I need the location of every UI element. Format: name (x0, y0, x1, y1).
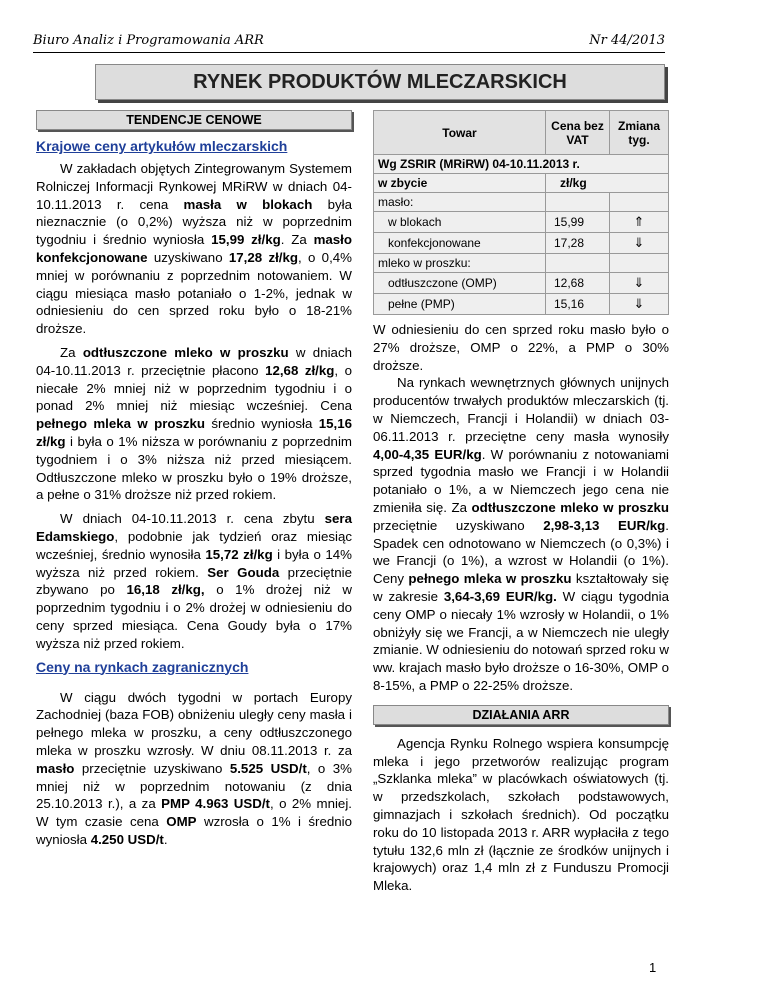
table-header-product: Towar (374, 111, 546, 155)
text-run: i była o 1% niższa w porównaniu z poprzednim tygodniem i o 3% niższa niż przed miesiącem. Odtłuszczone mleko w proszku było o 19% droższe, a pełne o 31% droższe niż przed rokiem. (36, 433, 352, 503)
bold-text: PMP 4.963 USD/t (161, 796, 270, 812)
header-issue-number: Nr 44/2013 (589, 33, 665, 48)
text-run: W odniesieniu do cen sprzed roku masło było o 27% droższe, OMP o 22%, a PMP o 30% droższe. (373, 322, 669, 373)
arrow-down-icon: ⇓ (610, 233, 669, 254)
table-row (374, 233, 669, 254)
text-run: Za (60, 344, 83, 360)
table-header-price: Cena bez VAT (546, 111, 610, 155)
text-run: W dniach 04-10.11.2013 r. cena zbytu (60, 511, 325, 527)
text-run: o 1% drożej niż w poprzednim tygodniu i o 2% drożej w odniesieniu do ceny sprzed miesiąca. Cena Goudy była o 17% wyższa niż przed rokiem. (36, 582, 352, 651)
text-run: , podobnie jak tydzień oraz miesiąc wcześniej, średnio wynosiła (36, 528, 352, 562)
bold-text: 16,18 zł/kg, (126, 582, 205, 598)
text-run: była nieznacznie (o 0,2%) wyższa niż w poprzednim tygodniu i średnio wyniosła (36, 196, 352, 248)
arrow-up-icon: ⇑ (610, 212, 669, 233)
page-number: 1 (649, 960, 657, 975)
text-run: uzyskiwano (147, 249, 229, 265)
table-source: Wg ZSRIR (MRiRW) 04-10.11.2013 r. (374, 155, 669, 174)
table-row-name: pełne (PMP) (374, 294, 546, 315)
bold-text: 12,68 zł/kg (265, 362, 335, 378)
bold-text: OMP (166, 814, 197, 830)
text-run: kształtowały się w zakresie (373, 571, 669, 604)
bold-text: masła w blokach (183, 196, 313, 212)
text-run: wzrosła o 1% i średnio wyniosła (36, 814, 352, 847)
text-run: średnio wyniosła (205, 416, 319, 432)
text-run: i była o 14% wyższa niż przed rokiem. (36, 546, 352, 580)
bold-text: pełnego mleka w proszku (408, 571, 572, 587)
page-title: RYNEK PRODUKTÓW MLECZARSKICH (95, 64, 665, 100)
text-run: W ciągu dwóch tygodni w portach Europy Zachodniej (baza FOB) obniżeniu uległy ceny masła i pełnego mleka w proszku, a ceny odtłuszczonego mleka w proszku wzrosły. W dniu 08.11.2013 r. za (36, 689, 352, 758)
text-run: Agencja Rynku Rolnego wspiera konsumpcję mleka i jego przetworów realizując program „Szklanka mleka” w placówkach oświatowych (tj. w przedszkolach, szkołach podstawowych, gimnazjach i szkołach średnich). Od początku roku do 10 listopada 2013 r. ARR wypłaciła z tego tytułu 132,6 mln zł (łącznie ze środków unijnych i krajowych) oraz 1,4 mln zł z Funduszu Promocji Mleka. (373, 735, 669, 894)
table-row-value: 17,28 (546, 233, 610, 254)
arrow-down-icon: ⇓ (610, 294, 669, 315)
bold-text: 4.250 USD/t (90, 831, 164, 847)
bold-text: odtłuszczone mleko w proszku (82, 344, 289, 360)
bold-text: odtłuszczone mleko w proszku (471, 499, 669, 515)
table-header-change: Zmiana tyg. (610, 111, 669, 155)
table-row-name: odtłuszczone (OMP) (374, 273, 546, 294)
bold-text: 2,98-3,13 EUR/kg (543, 517, 666, 533)
header-rule (33, 52, 665, 53)
table-row (374, 273, 669, 294)
paragraph-foreign-markets (36, 689, 352, 849)
price-table (373, 110, 669, 315)
text-run: W ciągu tygodnia ceny OMP o niecały 1% wzrosły w Holandii, o 1% obniżyły się we Francji, a w Niemczech nie uległy zmianie. W odniesieniu do notowań sprzed roku w ww. krajach masło było droższe o 16-30%, OMP o 8-15%, a PMP o 22-25% droższe. (373, 588, 669, 693)
bold-text: 17,28 zł/kg (228, 249, 299, 265)
paragraph-cheese (36, 510, 352, 652)
text-run: , o 2% mniej. W tym czasie cena (36, 796, 352, 830)
table-sub-label: w zbycie (374, 174, 546, 193)
paragraph-milk-program (373, 735, 669, 895)
table-row-value: 15,16 (546, 294, 610, 315)
table-row-name: konfekcjonowane (374, 233, 546, 254)
heading-foreign-prices: Ceny na rynkach zagranicznych (36, 658, 249, 675)
table-row-name: w blokach (374, 212, 546, 233)
paragraph-eu-markets (373, 374, 669, 694)
text-run: . W porównaniu z notowaniami sprzed tygodnia masło we Francji i w Holandii potaniało o 1%, a w Niemczech jego cena nie zmieniła się. Za (373, 446, 669, 515)
bold-text: pełnego mleka w proszku (36, 416, 206, 432)
text-run: przeciętnie uzyskiwano (74, 760, 230, 776)
arrow-down-icon: ⇓ (610, 273, 669, 294)
bold-text: sera Edamskiego (36, 511, 352, 544)
bold-text: 4,00-4,35 EUR/kg (373, 446, 482, 462)
paragraph-yoy-comparison (373, 321, 669, 374)
bold-text: 15,16 zł/kg (36, 416, 352, 449)
text-run: w dniach 04-10.11.2013 r. przeciętnie płacono (36, 344, 352, 378)
text-run: , o niecałe 2% mniej niż w poprzednim tygodniu i o ponad 2% mniej niż miesiąc wcześniej. Cena (36, 362, 352, 414)
bold-text: masło (36, 760, 75, 776)
text-run: Na rynkach wewnętrznych głównych unijnych producentów trwałych produktów mleczarskich (tj. w Niemczech, Francji i Holandii) w dniach 03-06.11.2013 r. przeciętne ceny masła wynosiły (373, 375, 669, 444)
table-unit: zł/kg (546, 174, 669, 193)
table-row (374, 212, 669, 233)
paragraph-milk-powder (36, 344, 352, 504)
bold-text: 5.525 USD/t (229, 760, 307, 776)
table-group-label: mleko w proszku: (374, 254, 546, 273)
text-run: przeciętnie uzyskiwano (373, 517, 544, 533)
left-column (36, 110, 352, 849)
text-run: , o 0,4% mniej w porównaniu z poprzednim notowaniem. W ciągu miesiąca masło potaniało o 1-2%, jednak w odniesieniu do cen sprzed roku było o 18-21% droższe. (36, 249, 352, 337)
section-title-arr-actions: DZIAŁANIA ARR (373, 705, 669, 725)
text-run: W zakładach objętych Zintegrowanym Systemem Rolniczej Informacji Rynkowej MRiRW w dniach 04-10.11.2013 r. cena (36, 161, 352, 212)
heading-domestic-prices: Krajowe ceny artykułów mleczarskich (36, 138, 288, 154)
right-column (373, 110, 669, 895)
table-row (374, 294, 669, 315)
section-title-price-trends: TENDENCJE CENOWE (36, 110, 352, 130)
bold-text: 15,72 zł/kg (205, 546, 273, 562)
text-run: przeciętnie zbywano po (36, 564, 352, 598)
text-run: . (163, 831, 168, 847)
table-group-label: masło: (374, 193, 546, 212)
table-row-value: 15,99 (546, 212, 610, 233)
table-row-value: 12,68 (546, 273, 610, 294)
bold-text: 3,64-3,69 EUR/kg. (443, 588, 557, 604)
text-run: . Za (280, 232, 314, 248)
bold-text: Ser Gouda (207, 564, 280, 580)
text-run: . Spadek cen odnotowano w Niemczech (o 0,3%) i we Francji (o 1%), a wzrost w Holandii (o 1%). Ceny (373, 517, 669, 587)
paragraph-butter (36, 160, 352, 338)
bold-text: 15,99 zł/kg (211, 232, 281, 248)
bold-text: masło konfekcjonowane (36, 232, 352, 265)
text-run: , o 3% mniej niż w poprzednim notowaniu (z dnia 25.10.2013 r.), a za (36, 760, 352, 812)
header-left: Biuro Analiz i Programowania ARR (33, 33, 264, 48)
